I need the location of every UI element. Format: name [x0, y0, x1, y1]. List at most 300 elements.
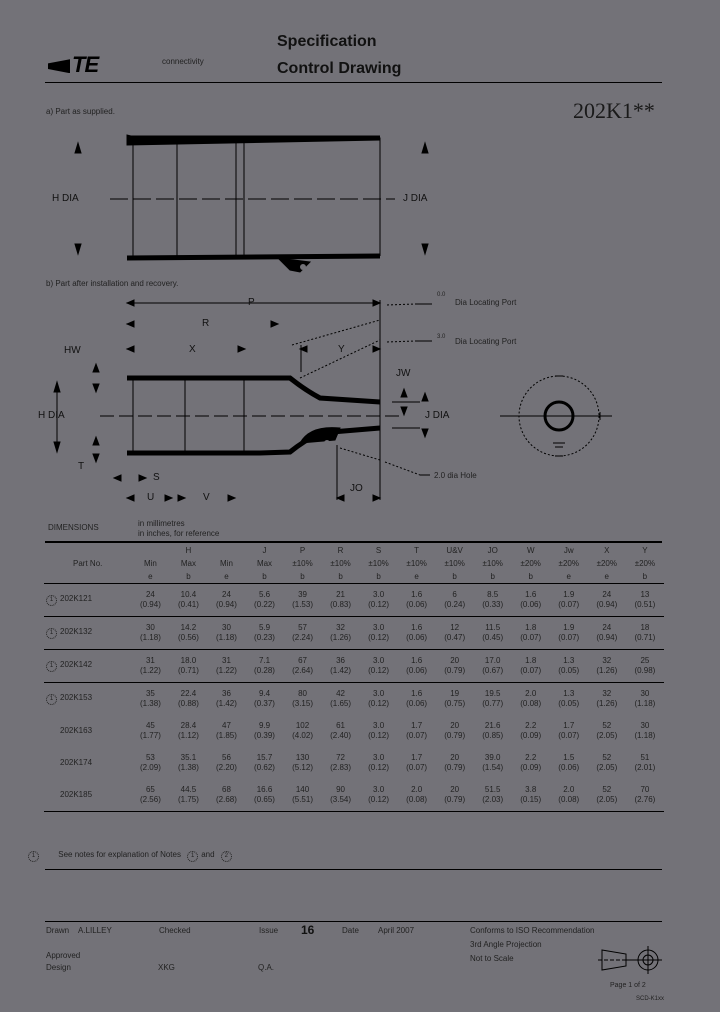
inch-value: (0.67): [482, 666, 504, 675]
col-bot: e: [398, 570, 436, 584]
mm-value: 20: [450, 656, 460, 665]
mm-value: 3.0: [373, 753, 385, 762]
col-mid: ±20%: [596, 559, 617, 568]
dimension-cell: [436, 715, 474, 747]
mm-value: 52: [602, 785, 612, 794]
mm-value: 35.1: [180, 753, 197, 762]
conformity-line-1: Conforms to ISO Recommendation: [470, 926, 595, 935]
mm-value: 1.3: [563, 689, 575, 698]
note-marker-icon: 1: [46, 595, 57, 606]
units-note-2: in inches, for reference: [138, 529, 220, 538]
mm-value: 24: [145, 590, 155, 599]
part-number-cell: [44, 650, 131, 683]
mm-value: 130: [295, 753, 310, 762]
dimension-cell: [588, 617, 626, 650]
col-top: X: [604, 546, 610, 555]
mm-value: 10.4: [180, 590, 197, 599]
mm-value: 11.5: [485, 623, 501, 632]
dimension-cell: [169, 747, 207, 779]
dimension-cell: [398, 683, 436, 716]
dimension-cell: [284, 683, 322, 716]
y-label: Y: [338, 344, 345, 355]
mm-value: 1.7: [411, 753, 423, 762]
inch-value: (0.12): [368, 699, 390, 708]
inch-value: (0.94): [596, 600, 618, 609]
design-value: XKG: [158, 963, 175, 972]
inch-value: (0.51): [634, 600, 656, 609]
col-mid: ±20%: [634, 559, 656, 568]
col-top: R: [337, 546, 344, 555]
mm-value: 18: [640, 623, 650, 632]
mm-value: 20: [450, 785, 460, 794]
mm-value: 32: [602, 656, 612, 665]
part-number-cell: [44, 683, 131, 716]
part-number-cell: [44, 617, 131, 650]
inch-value: (2.68): [216, 795, 237, 804]
dimension-cell: [169, 683, 207, 716]
mm-value: 28.4: [180, 721, 197, 730]
dimension-cell: [169, 617, 207, 650]
inch-value: (2.83): [330, 763, 352, 772]
dimension-cell: [322, 715, 360, 747]
inch-value: (0.24): [444, 600, 466, 609]
dimension-cell: [245, 779, 283, 812]
end-view-drawing: [500, 376, 612, 456]
dimension-cell: [398, 650, 436, 683]
dimension-cell: [588, 747, 626, 779]
doc-code: SCD-K1xx: [636, 996, 665, 1002]
col-mid: ±10%: [368, 559, 389, 568]
dimension-cell: [512, 747, 550, 779]
mm-value: 1.6: [411, 623, 423, 632]
inch-value: (0.94): [139, 600, 161, 609]
col-top: [131, 544, 169, 557]
view-b-drawing: [54, 300, 432, 501]
mm-value: 1.6: [525, 590, 537, 599]
inch-value: (0.07): [558, 731, 580, 740]
inch-value: (1.22): [216, 666, 237, 675]
approved-label: Approved: [46, 951, 81, 960]
dimension-cell: [436, 747, 474, 779]
part-number-cell: [44, 584, 131, 617]
mm-value: 44.5: [180, 785, 197, 794]
j-dia-label: J DIA: [403, 193, 428, 204]
inch-value: (2.76): [634, 795, 656, 804]
date-value: April 2007: [378, 926, 415, 935]
inch-value: (0.71): [634, 633, 656, 642]
inch-value: (0.08): [520, 699, 542, 708]
inch-value: (0.79): [444, 795, 466, 804]
mm-value: 21.6: [484, 721, 501, 730]
inch-value: (0.06): [558, 763, 580, 772]
dimension-cell: [169, 650, 207, 683]
col-top: U&V: [446, 546, 463, 555]
dimension-cell: [169, 779, 207, 812]
dimension-cell: [550, 779, 588, 812]
inch-value: (0.07): [406, 763, 428, 772]
mm-value: 19: [450, 689, 460, 698]
dimension-cell: [207, 715, 245, 747]
col-top: J: [262, 546, 267, 555]
table-row: [44, 747, 664, 779]
col-bot: e: [588, 570, 626, 584]
inch-value: (0.83): [330, 600, 352, 609]
mm-value: 19.5: [484, 689, 501, 698]
mm-value: 7.1: [258, 656, 271, 665]
inch-value: (0.56): [177, 633, 199, 642]
col-mid: ±10%: [292, 559, 313, 568]
dimension-cell: [207, 584, 245, 617]
dimension-cell: [588, 584, 626, 617]
drawn-value: A.LILLEY: [78, 926, 112, 935]
mm-value: 51: [640, 753, 650, 762]
t-label: T: [78, 461, 85, 472]
mm-value: 24: [222, 590, 231, 599]
table-row: [44, 779, 664, 812]
inch-value: (1.42): [216, 699, 237, 708]
dimension-cell: [207, 650, 245, 683]
inch-value: (0.94): [596, 633, 618, 642]
col-mid: Min: [220, 559, 233, 568]
inch-value: (0.47): [444, 633, 466, 642]
mm-value: 52: [602, 721, 612, 730]
inch-value: (0.88): [177, 699, 199, 708]
mm-value: 67: [298, 656, 307, 665]
dimension-cell: [322, 617, 360, 650]
issue-label: Issue: [259, 926, 279, 935]
mm-value: 8.5: [487, 590, 499, 599]
dimension-cell: [360, 715, 398, 747]
logo-text: TE: [72, 52, 99, 77]
inch-value: (1.75): [177, 795, 199, 804]
mm-value: 53: [145, 753, 155, 762]
mm-value: 1.5: [563, 753, 575, 762]
col-bot: b: [322, 570, 360, 584]
inch-value: (0.12): [368, 666, 390, 675]
mm-value: 32: [336, 623, 346, 632]
part-number-cell: [44, 715, 131, 747]
mm-value: 5.6: [258, 590, 271, 599]
dimension-cell: [398, 584, 436, 617]
mm-value: 56: [222, 753, 231, 762]
inch-value: (0.08): [406, 795, 428, 804]
inch-value: (0.06): [520, 600, 542, 609]
x-label: X: [189, 344, 196, 355]
mm-value: 13: [640, 590, 650, 599]
inch-value: (1.22): [139, 666, 161, 675]
inch-value: (0.06): [406, 633, 428, 642]
note-marker-icon: 1: [46, 694, 57, 705]
tagline: connectivity: [162, 57, 204, 66]
part-number-text: 202K142: [60, 660, 93, 669]
locating-port-2-tol: 3.0: [437, 334, 446, 340]
inch-value: (0.41): [177, 600, 199, 609]
inch-value: (0.75): [444, 699, 466, 708]
jw-label: JW: [396, 368, 411, 379]
mm-value: 102: [295, 721, 310, 730]
col-bot: b: [360, 570, 398, 584]
dimension-cell: [207, 779, 245, 812]
conformity-line-2: 3rd Angle Projection: [470, 940, 542, 949]
col-top: [207, 544, 245, 557]
mm-value: 1.3: [563, 656, 575, 665]
mm-value: 17.0: [484, 656, 501, 665]
mm-value: 35: [145, 689, 155, 698]
mm-value: 2.0: [563, 785, 575, 794]
col-top: [44, 544, 131, 557]
conformity-line-3: Not to Scale: [470, 954, 514, 963]
inch-value: (0.62): [254, 763, 275, 772]
col-bot: [44, 570, 131, 584]
dimension-cell: [588, 650, 626, 683]
dimension-cell: [550, 715, 588, 747]
col-bot: b: [512, 570, 550, 584]
mm-value: 52: [602, 753, 612, 762]
inch-value: (0.23): [254, 633, 275, 642]
design-label: Design: [46, 963, 71, 972]
inch-value: (0.79): [444, 731, 466, 740]
mm-value: 15.7: [256, 753, 273, 762]
inch-value: (0.79): [444, 666, 466, 675]
mm-value: 14.2: [180, 623, 197, 632]
mm-value: 22.4: [180, 689, 197, 698]
footnote-marker-icon: 1: [28, 851, 39, 862]
mm-value: 3.8: [525, 785, 537, 794]
table-body: [44, 584, 664, 812]
projection-symbol-icon: [598, 946, 662, 974]
dimension-cell: [512, 683, 550, 716]
v-label: V: [203, 492, 210, 503]
hole-label: 2.0 dia Hole: [434, 471, 477, 480]
dimension-cell: [512, 715, 550, 747]
col-mid: ±10%: [482, 559, 503, 568]
u-label: U: [147, 492, 155, 503]
mm-value: 1.9: [563, 590, 575, 599]
col-bot: e: [131, 570, 169, 584]
col-top: P: [299, 546, 306, 555]
dimension-cell: [131, 650, 169, 683]
dimension-cell: [360, 617, 398, 650]
dimension-cell: [245, 683, 283, 716]
inch-value: (1.26): [596, 666, 618, 675]
title-line-2: Control Drawing: [277, 60, 402, 77]
j-dia-label-b: J DIA: [425, 410, 450, 421]
dimension-cell: [398, 715, 436, 747]
inch-value: (3.15): [292, 699, 313, 708]
col-mid: Min: [143, 559, 157, 568]
mm-value: 90: [336, 785, 346, 794]
mm-value: 30: [640, 689, 650, 698]
dimension-cell: [474, 747, 512, 779]
footnote: [28, 850, 235, 862]
col-mid: ±10%: [406, 559, 427, 568]
dimension-cell: [474, 715, 512, 747]
mm-value: 6: [452, 590, 457, 599]
inch-value: (0.12): [368, 633, 390, 642]
mm-value: 18.0: [180, 656, 197, 665]
mm-value: 39.0: [484, 753, 501, 762]
mm-value: 24: [602, 590, 612, 599]
dimension-cell: [284, 584, 322, 617]
col-top: H: [185, 546, 192, 555]
col-top: S: [375, 546, 382, 555]
dimension-cell: [169, 715, 207, 747]
part-number-cell: [44, 779, 131, 812]
dimension-cell: [245, 617, 283, 650]
mm-value: 3.0: [373, 785, 385, 794]
mm-value: 9.9: [258, 721, 271, 730]
dimension-cell: [284, 715, 322, 747]
inch-value: (2.05): [596, 763, 618, 772]
table-top-rule: [45, 541, 662, 543]
inch-value: (5.51): [292, 795, 313, 804]
inch-value: (0.09): [520, 731, 542, 740]
mm-value: 1.8: [525, 656, 537, 665]
inch-value: (2.05): [596, 795, 618, 804]
locating-port-1-tol: 0.0: [437, 292, 446, 298]
inch-value: (2.05): [596, 731, 618, 740]
mm-value: 16.6: [256, 785, 273, 794]
locating-port-2-label: Dia Locating Port: [455, 337, 517, 346]
dimension-cell: [550, 650, 588, 683]
dimension-cell: [436, 683, 474, 716]
inch-value: (1.53): [292, 600, 313, 609]
h-dia-label: H DIA: [52, 193, 79, 204]
col-mid: ±20%: [520, 559, 541, 568]
mm-value: 1.6: [411, 689, 423, 698]
inch-value: (0.28): [254, 666, 275, 675]
dimension-cell: [474, 617, 512, 650]
mm-value: 1.8: [525, 623, 537, 632]
inch-value: (1.54): [482, 763, 504, 772]
view-a-drawing: [75, 135, 428, 272]
mm-value: 1.9: [563, 623, 575, 632]
dimension-cell: [245, 650, 283, 683]
inch-value: (1.85): [216, 731, 237, 740]
note-marker-icon: 1: [46, 661, 57, 672]
mm-value: 20: [450, 721, 460, 730]
inch-value: (2.20): [216, 763, 237, 772]
inch-value: (2.64): [292, 666, 313, 675]
inch-value: (0.79): [444, 763, 466, 772]
dimension-cell: [626, 650, 664, 683]
mm-value: 31: [145, 656, 155, 665]
col-bot: b: [284, 570, 322, 584]
dimension-cell: [131, 683, 169, 716]
inch-value: (1.65): [330, 699, 352, 708]
inch-value: (0.12): [368, 600, 390, 609]
inch-value: (0.07): [406, 731, 428, 740]
issue-value: 16: [301, 923, 315, 937]
mm-value: 3.0: [373, 623, 385, 632]
drawn-label: Drawn: [46, 926, 70, 935]
col-bot: b: [245, 570, 283, 584]
mm-value: 36: [222, 689, 231, 698]
mm-value: 2.0: [411, 785, 423, 794]
inch-value: (0.07): [558, 633, 580, 642]
col-bot: b: [626, 570, 664, 584]
mm-value: 21: [336, 590, 346, 599]
table-row: [44, 617, 664, 650]
mm-value: 45: [145, 721, 155, 730]
dimension-cell: [284, 617, 322, 650]
inch-value: (1.77): [139, 731, 161, 740]
mm-value: 32: [602, 689, 612, 698]
dimension-cell: [169, 584, 207, 617]
part-number-cell: [44, 747, 131, 779]
footer-rule: [45, 921, 662, 922]
mm-value: 1.7: [411, 721, 423, 730]
inch-value: (1.12): [177, 731, 199, 740]
col-mid: Max: [180, 559, 196, 568]
col-mid: Part No.: [73, 559, 103, 568]
jo-label: JO: [350, 483, 363, 494]
mm-value: 3.0: [373, 721, 385, 730]
part-number-text: 202K132: [60, 627, 93, 636]
col-bot: b: [169, 570, 207, 584]
inch-value: (0.12): [368, 763, 390, 772]
mm-value: 2.2: [525, 721, 537, 730]
col-top: Y: [642, 546, 648, 555]
inch-value: (0.05): [558, 699, 580, 708]
dimension-cell: [360, 683, 398, 716]
s-label: S: [153, 472, 160, 483]
mm-value: 3.0: [373, 656, 385, 665]
dimension-cell: [207, 683, 245, 716]
inch-value: (0.08): [558, 795, 580, 804]
inch-value: (0.12): [368, 795, 390, 804]
dimension-cell: [360, 747, 398, 779]
mm-value: 20: [450, 753, 460, 762]
locating-port-1-label: Dia Locating Port: [455, 298, 517, 307]
mm-value: 12: [450, 623, 460, 632]
inch-value: (0.98): [634, 666, 656, 675]
mm-value: 1.6: [411, 590, 423, 599]
col-top: T: [414, 546, 420, 555]
inch-value: (0.71): [177, 666, 199, 675]
table-row: [44, 715, 664, 747]
col-mid: Max: [256, 559, 273, 568]
dimension-cell: [626, 584, 664, 617]
dimension-cell: [284, 779, 322, 812]
part-number-text: 202K163: [60, 726, 93, 735]
view-a-caption: a) Part as supplied.: [46, 107, 115, 116]
r-label: R: [202, 318, 210, 329]
part-number-text: 202K185: [60, 790, 93, 799]
p-label: P: [248, 297, 255, 308]
inch-value: (1.18): [634, 699, 656, 708]
inch-value: (0.07): [558, 600, 580, 609]
inch-value: (0.85): [482, 731, 504, 740]
dimension-cell: [436, 584, 474, 617]
col-top: W: [526, 546, 535, 555]
inch-value: (1.18): [139, 633, 161, 642]
table-row: [44, 584, 664, 617]
dimension-cell: [436, 617, 474, 650]
inch-value: (0.15): [520, 795, 542, 804]
dimension-cell: [131, 617, 169, 650]
dimension-cell: [245, 747, 283, 779]
dimensions-table: [44, 544, 664, 812]
dimension-cell: [245, 584, 283, 617]
dimension-cell: [626, 715, 664, 747]
mm-value: 5.9: [258, 623, 271, 632]
note-ref-2-icon: 2: [221, 851, 232, 862]
inch-value: (2.09): [139, 763, 161, 772]
dimension-cell: [626, 683, 664, 716]
footnote-text: See notes for explanation of Notes: [58, 850, 181, 859]
mm-value: 3.0: [373, 590, 385, 599]
